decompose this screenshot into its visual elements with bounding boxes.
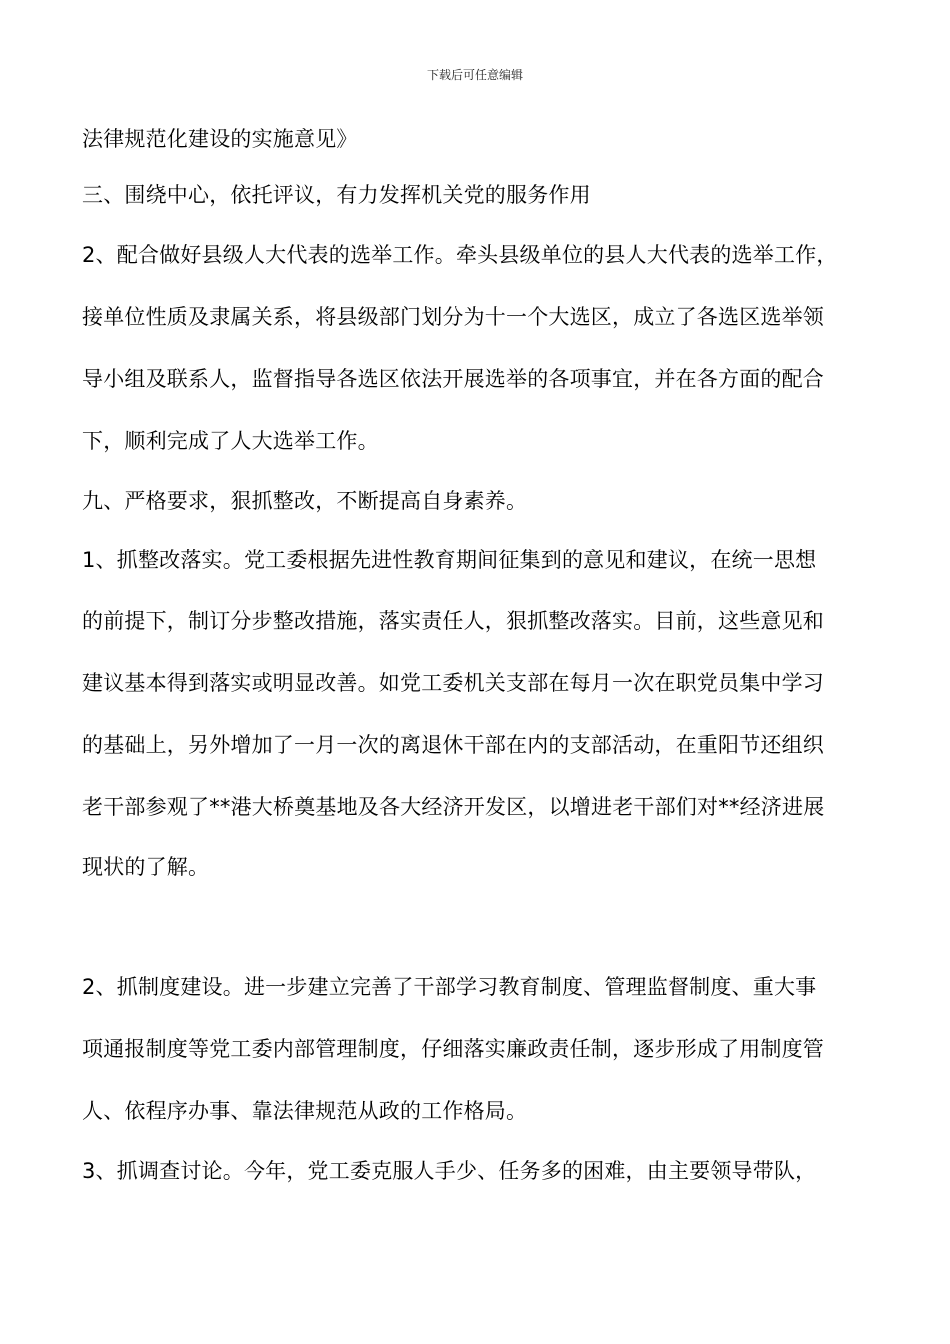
paragraph-line-9: 的前提下，制订分步整改措施，落实责任人，狠抓整改落实。目前，这些意见和: [82, 609, 824, 633]
paragraph-line-13: 现状的了解。: [82, 855, 210, 879]
paragraph-line-6: 下，顺利完成了人大选举工作。: [82, 429, 379, 453]
paragraph-line-1: 法律规范化建设的实施意见》: [82, 127, 358, 151]
paragraph-line-5: 导小组及联系人，监督指导各选区依法开展选举的各项事宜，并在各方面的配合: [82, 367, 824, 391]
page-header: 下载后可任意编辑: [426, 68, 523, 82]
paragraph-line-15: 项通报制度等党工委内部管理制度，仔细落实廉政责任制，逐步形成了用制度管: [82, 1037, 824, 1061]
paragraph-line-8: 1、抓整改落实。党工委根据先进性教育期间征集到的意见和建议，在统一思想: [82, 548, 817, 572]
paragraph-line-17: 3、抓调查讨论。今年，党工委克服人手少、任务多的困难，由主要领导带队，: [82, 1159, 817, 1183]
section-heading-9: 九、严格要求，狠抓整改，不断提高自身素养。: [82, 489, 528, 513]
paragraph-line-4: 接单位性质及隶属关系，将县级部门划分为十一个大选区，成立了各选区选举领: [82, 305, 824, 329]
paragraph-line-14: 2、抓制度建设。进一步建立完善了干部学习教育制度、管理监督制度、重大事: [82, 975, 817, 999]
paragraph-line-12: 老干部参观了**港大桥奠基地及各大经济开发区，以增进老干部们对**经济进展: [82, 795, 825, 819]
paragraph-line-11: 的基础上，另外增加了一月一次的离退休干部在内的支部活动，在重阳节还组织: [82, 733, 824, 757]
paragraph-line-16: 人、依程序办事、靠法律规范从政的工作格局。: [82, 1099, 528, 1123]
paragraph-line-3: 2、配合做好县级人大代表的选举工作。牵头县级单位的县人大代表的选举工作，: [82, 243, 838, 267]
section-heading-3: 三、围绕中心，依托评议，有力发挥机关党的服务作用: [82, 183, 591, 207]
paragraph-line-10: 建议基本得到落实或明显改善。如党工委机关支部在每月一次在职党员集中学习: [82, 671, 824, 695]
